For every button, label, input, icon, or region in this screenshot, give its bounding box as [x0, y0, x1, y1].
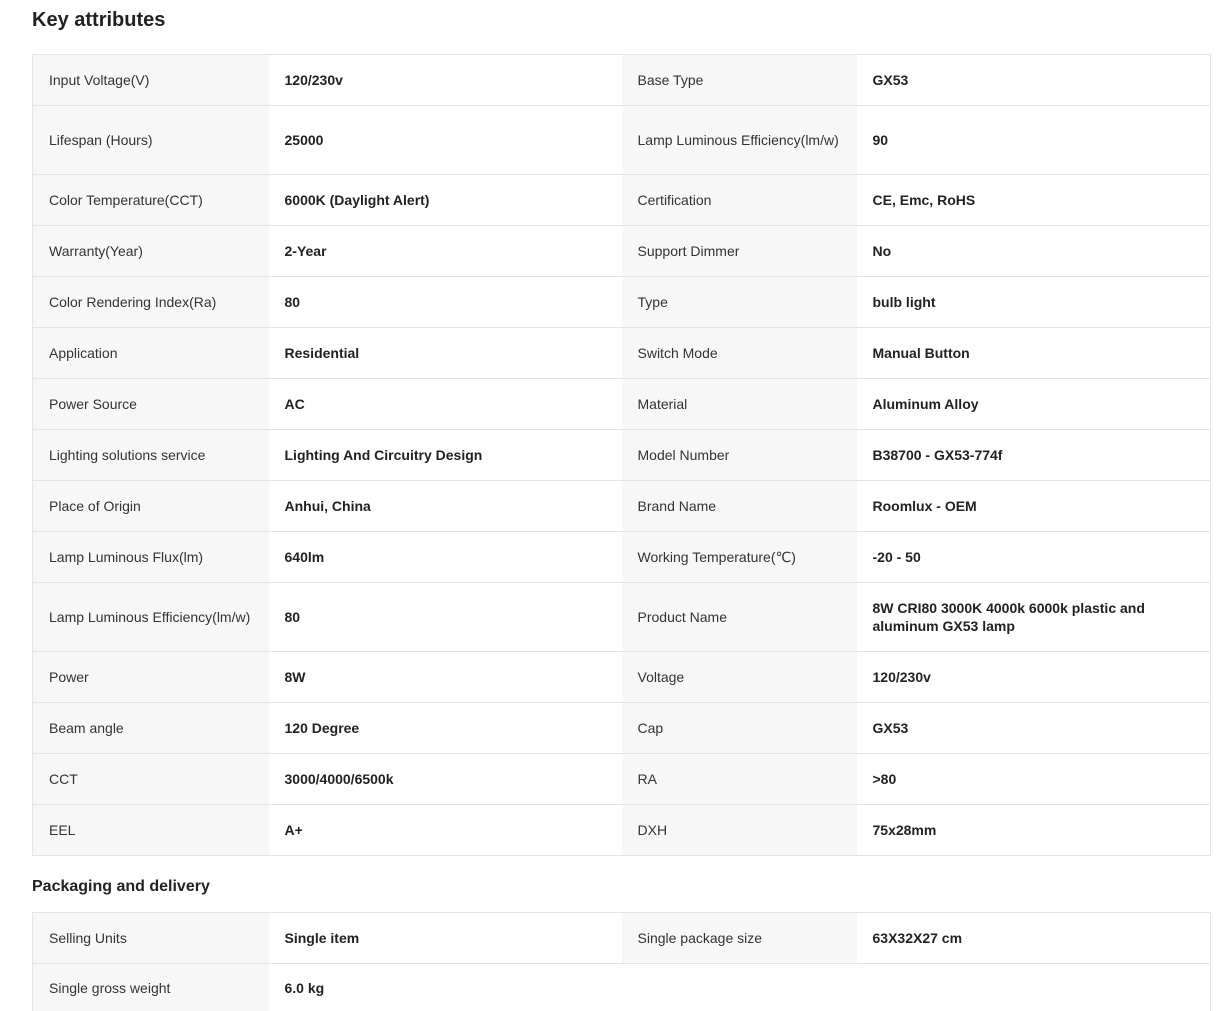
- attribute-value: 90: [857, 106, 1211, 175]
- attribute-value: -20 - 50: [857, 532, 1211, 583]
- attribute-value: 8W: [269, 652, 622, 703]
- attribute-value: A+: [269, 805, 622, 856]
- attribute-value: bulb light: [857, 277, 1211, 328]
- attribute-label: Beam angle: [33, 703, 269, 754]
- packaging-table: [32, 912, 1211, 1011]
- attribute-value: GX53: [857, 703, 1211, 754]
- table-row: [33, 754, 1211, 805]
- attribute-value: 25000: [269, 106, 622, 175]
- attribute-value: 80: [269, 277, 622, 328]
- attribute-value: 63X32X27 cm: [857, 913, 1211, 964]
- attribute-label: Lifespan (Hours): [33, 106, 269, 175]
- attribute-value: Anhui, China: [269, 481, 622, 532]
- attribute-label: EEL: [33, 805, 269, 856]
- attribute-label: DXH: [622, 805, 857, 856]
- table-row: [33, 532, 1211, 583]
- attribute-value: 75x28mm: [857, 805, 1211, 856]
- attribute-value: 640lm: [269, 532, 622, 583]
- table-row: [33, 583, 1211, 652]
- empty-cell: [857, 964, 1211, 1011]
- table-row: [33, 481, 1211, 532]
- packaging-delivery-title: Packaging and delivery: [32, 878, 210, 895]
- table-row: [33, 175, 1211, 226]
- attribute-value: >80: [857, 754, 1211, 805]
- attribute-label: Certification: [622, 175, 857, 226]
- table-row: [33, 277, 1211, 328]
- attribute-value: 120 Degree: [269, 703, 622, 754]
- table-row: [33, 652, 1211, 703]
- attribute-value: 120/230v: [269, 55, 622, 106]
- attribute-label: Base Type: [622, 55, 857, 106]
- table-row: [33, 805, 1211, 856]
- attribute-value: Manual Button: [857, 328, 1211, 379]
- attribute-label: Lamp Luminous Efficiency(lm/w): [33, 583, 269, 652]
- attribute-value: 3000/4000/6500k: [269, 754, 622, 805]
- attribute-value: Residential: [269, 328, 622, 379]
- empty-cell: [622, 964, 857, 1011]
- attribute-value: 6000K (Daylight Alert): [269, 175, 622, 226]
- attribute-value: 6.0 kg: [269, 964, 622, 1011]
- table-row: [33, 913, 1211, 964]
- attribute-value: CE, Emc, RoHS: [857, 175, 1211, 226]
- attribute-value: 80: [269, 583, 622, 652]
- attribute-label: RA: [622, 754, 857, 805]
- attribute-value: Aluminum Alloy: [857, 379, 1211, 430]
- attribute-label: Color Rendering Index(Ra): [33, 277, 269, 328]
- attribute-label: Product Name: [622, 583, 857, 652]
- table-row: [33, 328, 1211, 379]
- table-row: [33, 430, 1211, 481]
- attribute-value: 120/230v: [857, 652, 1211, 703]
- attribute-label: Application: [33, 328, 269, 379]
- attribute-label: Cap: [622, 703, 857, 754]
- attribute-value: Lighting And Circuitry Design: [269, 430, 622, 481]
- attribute-label: Support Dimmer: [622, 226, 857, 277]
- attribute-label: Single gross weight: [33, 964, 269, 1011]
- attribute-label: Lighting solutions service: [33, 430, 269, 481]
- attribute-value: GX53: [857, 55, 1211, 106]
- attribute-label: CCT: [33, 754, 269, 805]
- attribute-label: Single package size: [622, 913, 857, 964]
- table-row: [33, 379, 1211, 430]
- attribute-label: Material: [622, 379, 857, 430]
- attribute-label: Warranty(Year): [33, 226, 269, 277]
- attribute-label: Power: [33, 652, 269, 703]
- attribute-value: B38700 - GX53-774f: [857, 430, 1211, 481]
- attribute-label: Place of Origin: [33, 481, 269, 532]
- attribute-label: Color Temperature(CCT): [33, 175, 269, 226]
- attribute-value: AC: [269, 379, 622, 430]
- attribute-label: Lamp Luminous Efficiency(lm/w): [622, 106, 857, 175]
- attribute-label: Voltage: [622, 652, 857, 703]
- attribute-value: Single item: [269, 913, 622, 964]
- attribute-label: Type: [622, 277, 857, 328]
- key-attributes-table: [32, 54, 1211, 856]
- table-row: [33, 703, 1211, 754]
- attribute-label: Working Temperature(℃): [622, 532, 857, 583]
- attribute-label: Model Number: [622, 430, 857, 481]
- attribute-value: No: [857, 226, 1211, 277]
- attribute-label: Input Voltage(V): [33, 55, 269, 106]
- table-row: [33, 106, 1211, 175]
- attribute-label: Power Source: [33, 379, 269, 430]
- attribute-value: 2-Year: [269, 226, 622, 277]
- attribute-label: Switch Mode: [622, 328, 857, 379]
- attribute-value: Roomlux - OEM: [857, 481, 1211, 532]
- key-attributes-title: Key attributes: [32, 9, 166, 31]
- table-row: [33, 964, 1211, 1011]
- table-row: [33, 226, 1211, 277]
- attribute-value: 8W CRI80 3000K 4000k 6000k plastic and aluminum GX53 lamp: [857, 583, 1211, 652]
- attribute-label: Selling Units: [33, 913, 269, 964]
- table-row: [33, 55, 1211, 106]
- attribute-label: Lamp Luminous Flux(lm): [33, 532, 269, 583]
- attribute-label: Brand Name: [622, 481, 857, 532]
